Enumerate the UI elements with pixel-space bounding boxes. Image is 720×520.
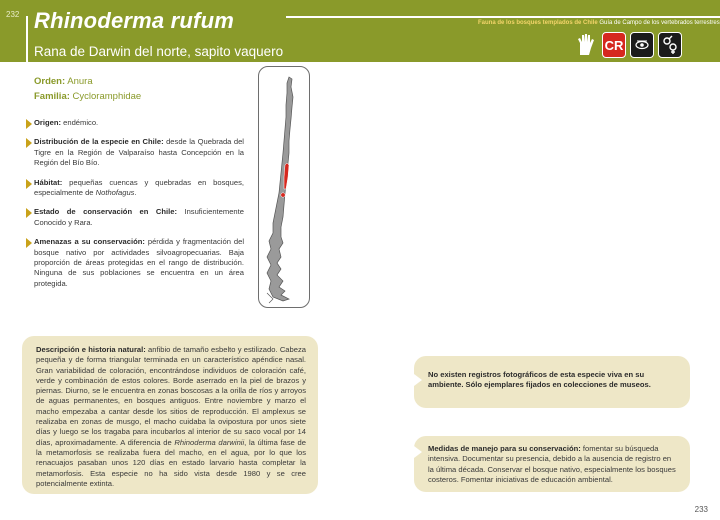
description-species-ref: Rhinoderma darwinii xyxy=(174,437,245,447)
management-label: Medidas de manejo para su conservación: xyxy=(428,444,581,453)
fact-threats-text: pérdida y fragmentación del bosque nativo por actividades silvoagropecuarias. Baja proporción de áreas protegidas en el rango de distribución. Ninguna de sus poblaciones se encuentra en un área protegida. xyxy=(34,237,245,288)
fact-origin xyxy=(26,118,244,128)
bullet-arrow-icon xyxy=(26,138,32,148)
fact-habitat-end: . xyxy=(134,188,137,198)
fact-threats xyxy=(26,237,244,289)
taxonomy xyxy=(34,74,141,104)
photo-notice-text: No existen registros fotográficos de esta especie viva en su ambiente. Sólo ejemplares fijados en colecciones de museos. xyxy=(428,370,651,390)
family-value: Cycloramphidae xyxy=(72,91,142,102)
eye-icon xyxy=(630,32,654,58)
order-value: Anura xyxy=(67,76,93,87)
fact-status-text: Insuficientemente Conocido y Rara. xyxy=(34,207,244,227)
management-text: fomentar su búsqueda intensiva. Documentar su presencia, debido a la ausencia de registro en la última década. Conservar el bosque nativo, especialmente los bosques costeros. Fomentar iniciativas de educación ambiental. xyxy=(428,444,676,485)
bullet-arrow-icon xyxy=(26,179,32,189)
sex-symbols-icon xyxy=(658,32,682,58)
photo-notice-card xyxy=(414,356,690,408)
management-card xyxy=(414,436,690,492)
page-number-left: 232 xyxy=(6,10,20,19)
description-text: anfibio de tamaño esbelto y estilizado. Cabeza pequeña y de forma triangular terminada en un característico apéndice nasal. Gran variabilidad de coloración, encontrándose individuos de coloración café, verde y combinación de estos colores. Borde aserrado en la piel de brazos y piernas. Diurno, se le encuentra en zonas boscosas a la orilla de ríos y arroyos de aguas permanentes, en bosques antiguos. Entre noviembre y marzo el macho empezaba a cantar desde los sitios de reproducción. El amplexus se realizaba en zonas de musgo, el macho cuidaba la ovipostura por unos siete días y luego se los tragaba para incubarlos al interior de su saco vocal por 14 días, aproximadamente. A diferencia de xyxy=(36,345,306,447)
fact-habitat-text: pequeñas cuencas y quebradas en bosques, especialmente de xyxy=(34,177,244,198)
description-text-end: , la última fase de la metamorfosis se realizaba fuera del macho, en el agua, por lo que los renacuajos pasaban unos 120 días en estado larvario hasta completar la metamorfosis. Esta especie no ha sido vista desde 1980 y se cree potencialmente extinta. xyxy=(36,437,306,488)
chile-map-icon xyxy=(259,67,311,309)
card-arrow-icon xyxy=(414,446,422,458)
description-label: Descripción e historia natural: xyxy=(36,345,146,354)
fact-habitat-genus: Nothofagus xyxy=(95,188,135,198)
book-title xyxy=(478,20,720,26)
distribution-map xyxy=(258,66,310,308)
bullet-arrow-icon xyxy=(26,238,32,248)
description-card xyxy=(22,336,318,494)
fact-threats-label: Amenazas a su conservación: xyxy=(34,237,145,247)
book-title-subtitle: Guía de Campo de los vertebrados terrestres xyxy=(597,20,720,26)
species-facts xyxy=(26,118,244,298)
fact-origin-text: endémico. xyxy=(61,118,99,127)
page-number-right: 233 xyxy=(694,505,708,514)
family-label: Familia: xyxy=(34,91,70,102)
book-title-main: Fauna de los bosques templados de Chile xyxy=(478,20,598,26)
fact-status-label: Estado de conservación en Chile: xyxy=(34,207,177,217)
fact-origin-label: Origen: xyxy=(34,118,62,127)
species-title: Rhinoderma rufum xyxy=(34,8,234,33)
fact-distribution-label: Distribución de la especie en Chile: xyxy=(34,137,164,147)
fact-habitat-label: Hábitat: xyxy=(34,177,63,187)
fact-distribution-text: desde la Quebrada del Tigre en la Región de Valparaíso hasta Concepción en la Región del Bío Bío. xyxy=(34,137,244,168)
bullet-arrow-icon xyxy=(26,208,32,218)
status-icons xyxy=(574,32,682,58)
order-label: Orden: xyxy=(34,76,66,87)
fact-habitat xyxy=(26,178,244,199)
order-line xyxy=(34,74,141,89)
fact-distribution xyxy=(26,137,244,168)
bullet-arrow-icon xyxy=(26,119,32,129)
fact-conservation-status xyxy=(26,207,244,228)
card-arrow-icon xyxy=(414,374,422,386)
conservation-status-badge: CR xyxy=(602,32,626,58)
hand-icon xyxy=(574,32,598,58)
family-line xyxy=(34,89,141,104)
common-name: Rana de Darwin del norte, sapito vaquero xyxy=(34,44,284,59)
